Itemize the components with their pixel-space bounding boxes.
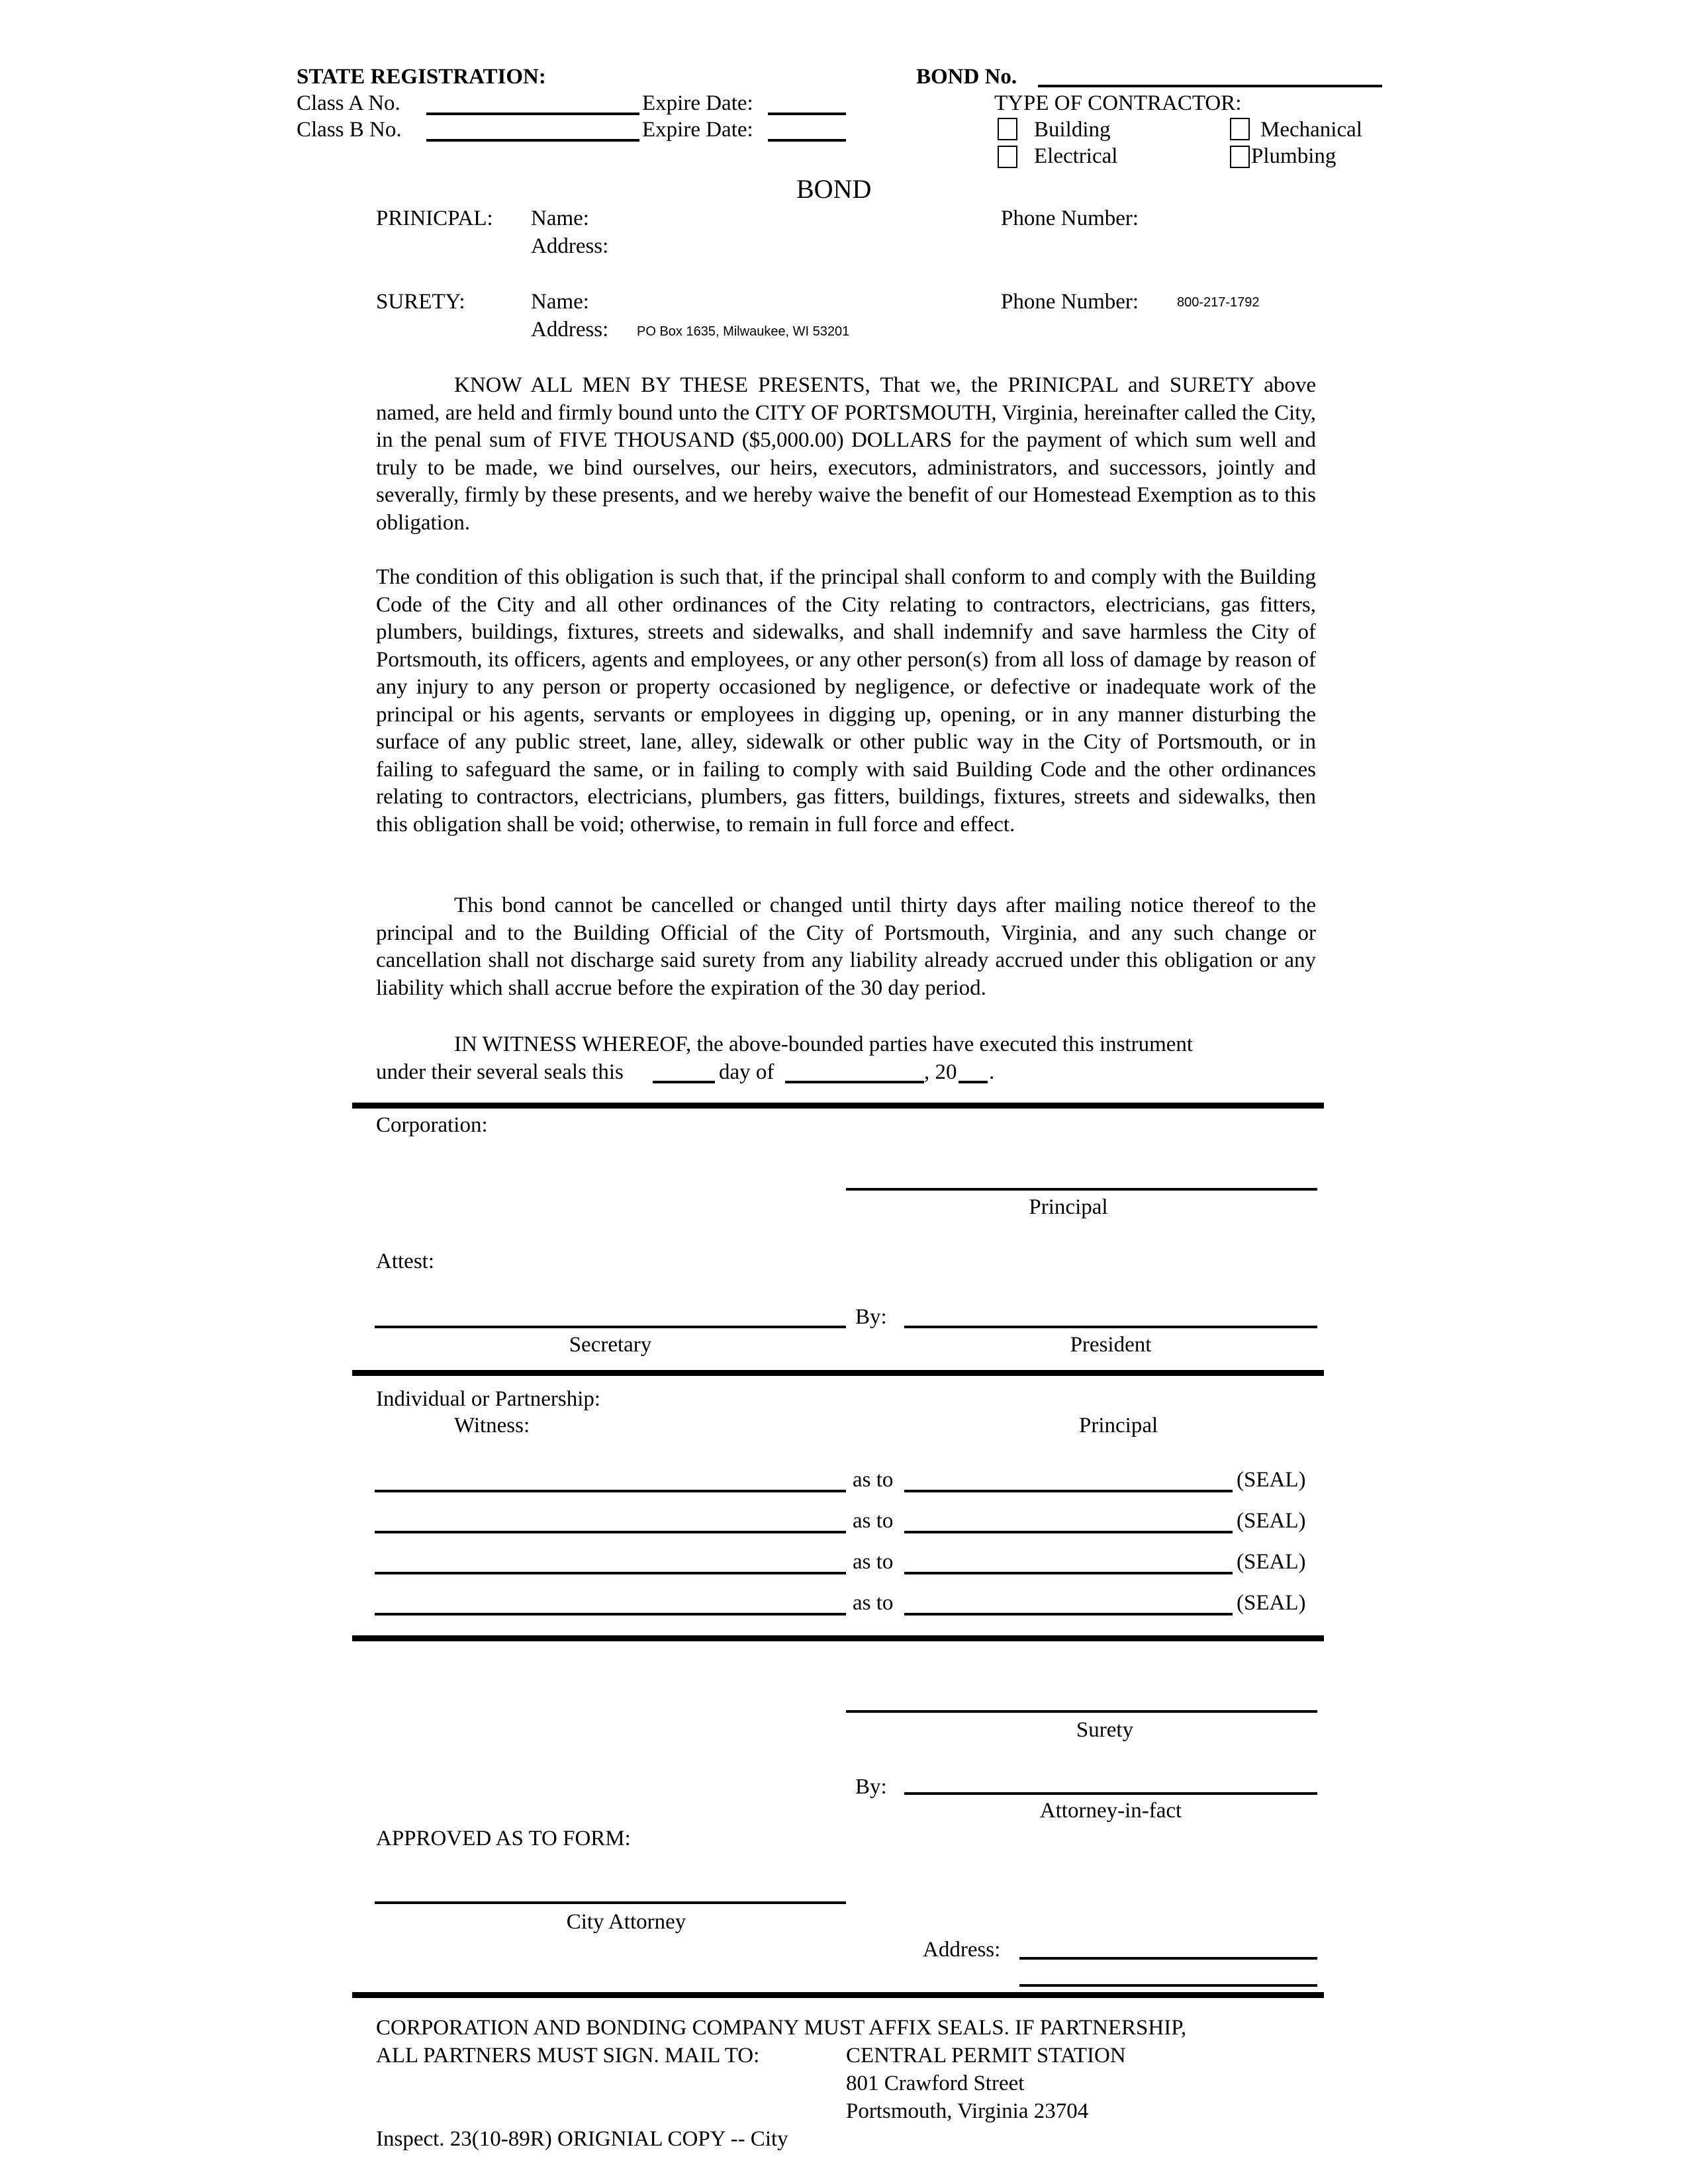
seal-label: (SEAL)	[1237, 1550, 1306, 1574]
class-a-field[interactable]	[426, 113, 639, 115]
as-to-label: as to	[853, 1550, 894, 1574]
type-of-contractor-label: TYPE OF CONTRACTOR:	[994, 91, 1242, 115]
seal-label: (SEAL)	[1237, 1591, 1306, 1615]
day-of-label: day of	[719, 1060, 774, 1084]
section-divider	[352, 1103, 1324, 1109]
seal-label: (SEAL)	[1237, 1468, 1306, 1492]
surety-signature-line[interactable]	[846, 1710, 1317, 1713]
city-attorney-signature-line[interactable]	[375, 1901, 846, 1904]
principal-signature-line[interactable]	[904, 1490, 1233, 1492]
checkbox-building-label: Building	[1034, 118, 1111, 142]
surety-by-label: By:	[855, 1775, 887, 1799]
checkbox-plumbing-label: Plumbing	[1251, 144, 1336, 168]
surety-address-label: Address:	[531, 318, 609, 341]
mail-to-city: Portsmouth, Virginia 23704	[846, 2099, 1089, 2123]
paragraph-condition	[376, 564, 1316, 839]
principal-name-label: Name:	[531, 206, 589, 230]
president-signature-line[interactable]	[904, 1326, 1317, 1328]
individual-principal-label: Principal	[1079, 1414, 1158, 1437]
corporation-principal-signature-line[interactable]	[846, 1188, 1317, 1191]
paragraph-3-text: This bond cannot be cancelled or changed until thirty days after mailing notice thereof to the principal and to the Building Official of the City of Portsmouth, Virginia, and any such change or cancellation shall not discharge said surety from any liability already accrued under this obligation or any liability which shall accrue before the expiration of the 30 day period.	[376, 893, 1316, 1000]
surety-caption: Surety	[1076, 1718, 1134, 1742]
city-attorney-caption: City Attorney	[566, 1910, 686, 1934]
principal-signature-line[interactable]	[904, 1531, 1233, 1533]
class-b-field[interactable]	[426, 139, 639, 142]
checkbox-electrical[interactable]	[998, 146, 1017, 168]
corporation-label: Corporation:	[376, 1113, 488, 1137]
principal-phone-label: Phone Number:	[1001, 206, 1139, 230]
surety-phone-value[interactable]: 800-217-1792	[1177, 295, 1260, 310]
seal-label: (SEAL)	[1237, 1509, 1306, 1533]
as-to-label: as to	[853, 1468, 894, 1492]
witness-label: Witness:	[454, 1414, 530, 1437]
surety-address-line-1[interactable]	[1019, 1957, 1317, 1960]
surety-phone-label: Phone Number:	[1001, 290, 1139, 314]
secretary-signature-line[interactable]	[375, 1326, 846, 1328]
corporation-by-label: By:	[855, 1305, 887, 1329]
document-title: BOND	[796, 174, 872, 204]
attorney-in-fact-signature-line[interactable]	[904, 1792, 1317, 1795]
section-divider	[352, 1370, 1324, 1376]
surety-name-label: Name:	[531, 290, 589, 314]
as-to-label: as to	[853, 1591, 894, 1615]
year-prefix-label: , 20	[924, 1060, 957, 1084]
attorney-in-fact-caption: Attorney-in-fact	[1039, 1799, 1182, 1823]
secretary-caption: Secretary	[569, 1333, 652, 1357]
surety-label: SURETY:	[376, 290, 465, 314]
as-to-label: as to	[853, 1509, 894, 1533]
paragraph-know-all-men	[376, 372, 1316, 537]
class-b-label: Class B No.	[297, 118, 402, 142]
class-a-expire-field[interactable]	[768, 113, 846, 115]
checkbox-mechanical-label: Mechanical	[1260, 118, 1362, 142]
principal-signature-line[interactable]	[904, 1572, 1233, 1574]
class-b-expire-field[interactable]	[768, 139, 846, 142]
surety-address-line-2[interactable]	[1019, 1984, 1317, 1987]
paragraph-1-text: KNOW ALL MEN BY THESE PRESENTS, That we, the PRINICPAL and SURETY above named, are held and firmly bound unto the CITY OF PORTSMOUTH, Virginia, hereinafter called the City, in the penal sum of FIVE THOUSAND ($5,000.00) DOLLARS for the payment of which sum well and truly to be made, we bind ourselves, our heirs, executors, administrators, and successors, jointly and severally, firmly by these presents, and we hereby waive the benefit of our Homestead Exemption as to this obligation.	[376, 373, 1316, 535]
principal-address-label: Address:	[531, 234, 609, 258]
president-caption: President	[1070, 1333, 1152, 1357]
principal-label: PRINICPAL:	[376, 206, 493, 230]
month-field[interactable]	[785, 1081, 924, 1083]
attest-label: Attest:	[376, 1250, 434, 1273]
witness-signature-line[interactable]	[375, 1572, 846, 1574]
state-registration-label: STATE REGISTRATION:	[297, 65, 546, 89]
witness-signature-line[interactable]	[375, 1531, 846, 1533]
day-field[interactable]	[653, 1081, 715, 1083]
period-label: .	[989, 1060, 995, 1084]
witness-whereof-line1: IN WITNESS WHEREOF, the above-bounded parties have executed this instrument	[454, 1032, 1194, 1056]
form-identifier: Inspect. 23(10-89R) ORIGNIAL COPY -- City	[376, 2127, 788, 2151]
approved-as-to-form-label: APPROVED AS TO FORM:	[376, 1827, 631, 1850]
witness-signature-line[interactable]	[375, 1490, 846, 1492]
section-divider	[352, 1992, 1324, 1998]
section-divider	[352, 1635, 1324, 1641]
corporation-principal-caption: Principal	[1029, 1195, 1108, 1219]
individual-partnership-label: Individual or Partnership:	[376, 1387, 601, 1411]
bond-no-label: BOND No.	[916, 65, 1017, 89]
mail-to-street: 801 Crawford Street	[846, 2071, 1025, 2095]
class-a-label: Class A No.	[297, 91, 400, 115]
footer-line-2: ALL PARTNERS MUST SIGN. MAIL TO:	[376, 2044, 760, 2068]
witness-whereof-line2: under their several seals this	[376, 1060, 624, 1084]
class-a-expire-label: Expire Date:	[642, 91, 753, 115]
paragraph-2-text: The condition of this obligation is such that, if the principal shall conform to and comply with the Building Code of the City and all other ordinances of the City relating to contractors, electricians, gas fitters, plumbers, buildings, fixtures, streets and sidewalks, and shall indemnify and save harmless the City of Portsmouth, its officers, agents and employees, or any other person(s) from all loss of damage by reason of any injury to any person or property occasioned by negligence, or defective or inadequate work of the principal or his agents, servants or employees in digging up, opening, or in any manner disturbing the surface of any public street, lane, alley, sidewalk or other public way in the City of Portsmouth, or in failing to safeguard the same, or in failing to comply with said Building Code and the other ordinances relating to contractors, electricians, plumbers, gas fitters, buildings, fixtures, streets and sidewalks, then this obligation shall be void; otherwise, to remain in full force and effect.	[376, 565, 1316, 837]
principal-signature-line[interactable]	[904, 1613, 1233, 1615]
class-b-expire-label: Expire Date:	[642, 118, 753, 142]
witness-signature-line[interactable]	[375, 1613, 846, 1615]
paragraph-cancellation	[376, 892, 1316, 1002]
checkbox-building[interactable]	[998, 118, 1017, 140]
year-field[interactable]	[959, 1081, 988, 1083]
surety-address-sign-label: Address:	[923, 1938, 1001, 1962]
checkbox-electrical-label: Electrical	[1034, 144, 1118, 168]
footer-line-1: CORPORATION AND BONDING COMPANY MUST AFFIX SEALS. IF PARTNERSHIP,	[376, 2016, 1187, 2040]
checkbox-mechanical[interactable]	[1230, 118, 1250, 140]
mail-to-name: CENTRAL PERMIT STATION	[846, 2044, 1126, 2068]
bond-no-field[interactable]	[1038, 85, 1382, 87]
surety-address-value[interactable]: PO Box 1635, Milwaukee, WI 53201	[637, 324, 850, 339]
checkbox-plumbing[interactable]	[1230, 146, 1250, 168]
